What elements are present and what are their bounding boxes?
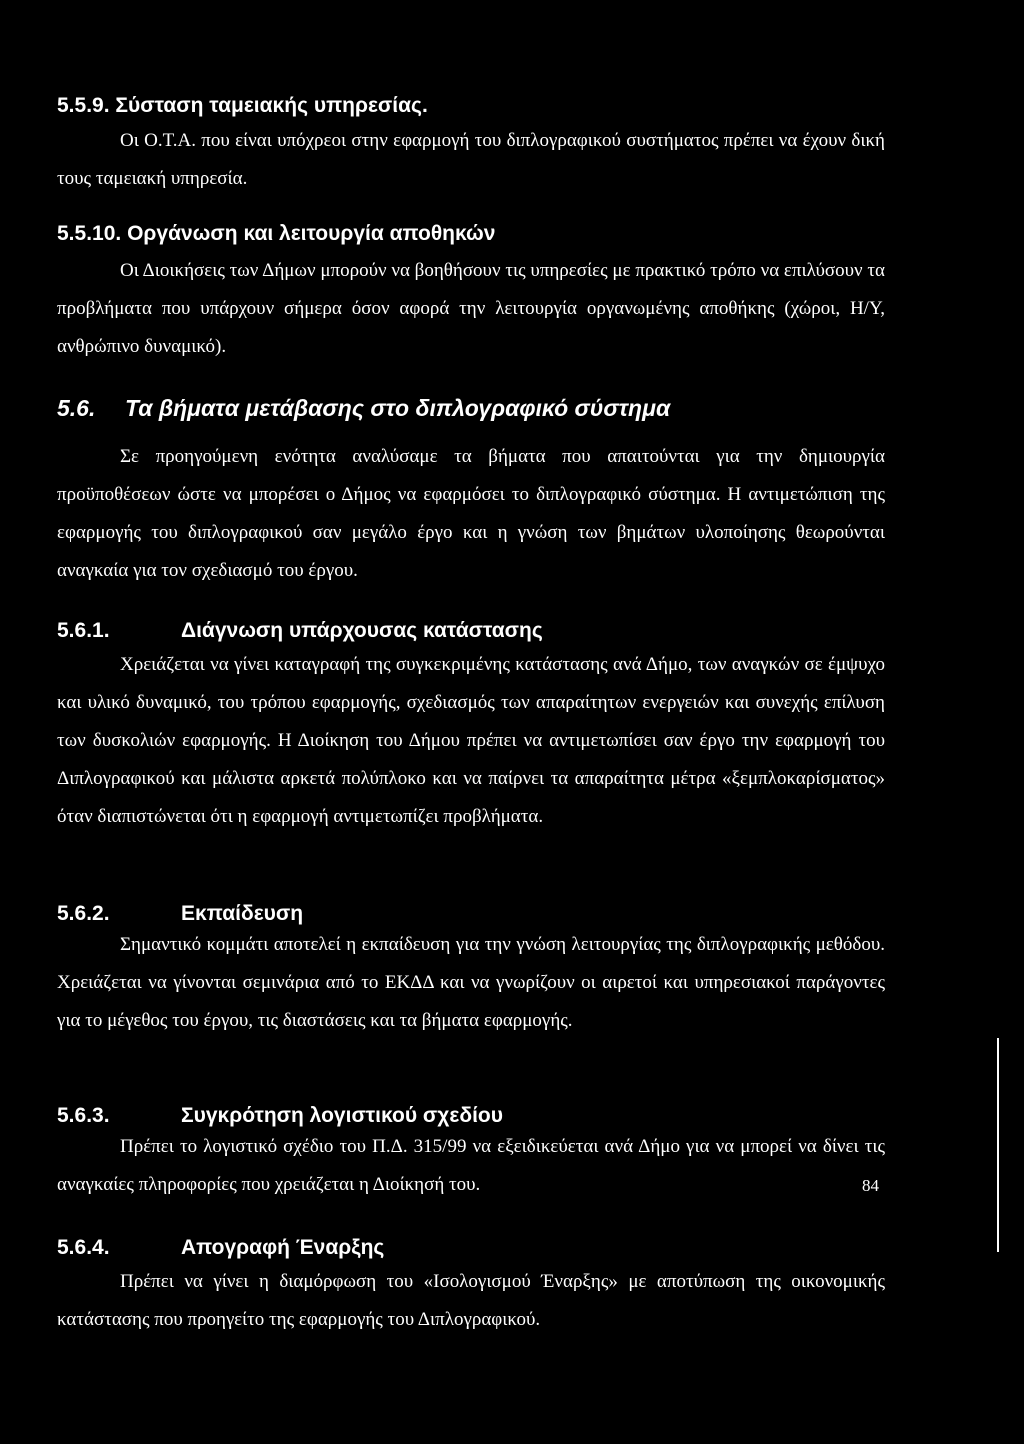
heading-5-6-1-title: Διάγνωση υπάρχουσας κατάστασης <box>181 619 543 642</box>
heading-5-6-2 <box>57 902 303 926</box>
heading-5-6-3 <box>57 1104 503 1128</box>
paragraph-5-6-1-text: Χρειάζεται να γίνει καταγραφή της συγκεκριμένης κατάστασης ανά Δήμο, των αναγκών σε έμψυχο και υλικό δυναμικό, του τρόπου εφαρμογής, σχεδιασμός των απαραίτητων ενεργειών και συνεχής επίλυση των δυσκολιών εφαρμογής. Η Διοίκηση του Δήμου πρέπει να αντιμετωπίσει σαν έργο την εφαρμογή του Διπλογραφικού και μάλιστα αρκετά πολύπλοκο και να παίρνει τα απαραίτητα μέτρα «ξεμπλοκαρίσματος» όταν διαπιστώνεται ότι η εφαρμογή αντιμετωπίζει προβλήματα. <box>57 654 885 827</box>
heading-5-6-title: Τα βήματα μετάβασης στο διπλογραφικό σύστημα <box>125 395 671 421</box>
heading-5-6-4-title: Απογραφή Έναρξης <box>181 1236 385 1259</box>
heading-5-6-4-number: 5.6.4. <box>57 1236 110 1259</box>
heading-5-6-1-number: 5.6.1. <box>57 619 110 642</box>
edge-line <box>997 1038 999 1252</box>
heading-5-6-number: 5.6. <box>57 395 96 421</box>
paragraph-5-6-2 <box>57 926 885 1040</box>
heading-5-5-10 <box>57 222 495 246</box>
paragraph-5-5-10 <box>57 252 885 366</box>
heading-5-5-9: 5.5.9. Σύσταση ταμειακής υπηρεσίας. <box>57 94 428 117</box>
heading-5-5-10-title: Οργάνωση και λειτουργία αποθηκών <box>127 222 496 245</box>
paragraph-5-6-1 <box>57 646 885 836</box>
heading-5-6-4 <box>57 1236 384 1260</box>
paragraph-5-6-3 <box>57 1128 885 1204</box>
paragraph-5-6-4-text: Πρέπει να γίνει η διαμόρφωση του «Ισολογισμού Έναρξης» με αποτύπωση της οικονομικής κατάστασης που προηγείτο της εφαρμογής του Διπλογραφικού. <box>57 1271 885 1330</box>
paragraph-5-6-text: Σε προηγούμενη ενότητα αναλύσαμε τα βήματα που απαιτούνται για την δημιουργία προϋποθέσεων ώστε να μπορέσει ο Δήμος να εφαρμόσει το διπλογραφικό σύστημα. Η αντιμετώπιση της εφαρμογής του διπλογραφικού σαν μεγάλο έργο και η γνώση των βημάτων υλοποίησης θεωρούνται αναγκαία για τον σχεδιασμό του έργου. <box>57 446 885 581</box>
paragraph-5-6-2-text: Σημαντικό κομμάτι αποτελεί η εκπαίδευση για την γνώση λειτουργίας της διπλογραφικής μεθόδου. Χρειάζεται να γίνονται σεμινάρια από το ΕΚΔΔ και να γνωρίζουν οι αιρετοί και υπηρεσιακοί παράγοντες για το μέγεθος του έργου, τις διαστάσεις και τα βήματα εφαρμογής. <box>57 934 885 1031</box>
paragraph-5-6-4 <box>57 1263 885 1339</box>
paragraph-5-6 <box>57 438 885 590</box>
heading-5-6-3-number: 5.6.3. <box>57 1104 110 1127</box>
heading-5-6-3-title: Συγκρότηση λογιστικού σχεδίου <box>181 1104 503 1127</box>
paragraph-5-5-10-text: Οι Διοικήσεις των Δήμων μπορούν να βοηθήσουν τις υπηρεσίες με πρακτικό τρόπο να επιλύσουν τα προβλήματα που υπάρχουν σήμερα όσον αφορά την λειτουργία οργανωμένης αποθήκης (χώροι, Η/Υ, ανθρώπινο δυναμικό). <box>57 260 885 357</box>
paragraph-5-5-9 <box>57 122 885 198</box>
heading-5-6 <box>57 395 670 422</box>
heading-5-6-2-number: 5.6.2. <box>57 902 110 925</box>
page-number: 84 <box>862 1176 879 1195</box>
heading-5-6-2-title: Εκπαίδευση <box>181 902 304 925</box>
heading-5-5-10-number: 5.5.10. <box>57 222 122 245</box>
heading-5-6-1 <box>57 619 543 643</box>
paragraph-5-5-9-text: Οι Ο.Τ.Α. που είναι υπόχρεοι στην εφαρμογή του διπλογραφικού συστήματος πρέπει να έχουν δική τους ταμειακή υπηρεσία. <box>57 130 885 189</box>
paragraph-5-6-3-text: Πρέπει το λογιστικό σχέδιο του Π.Δ. 315/99 να εξειδικεύεται ανά Δήμο για να μπορεί να δίνει τις αναγκαίες πληροφορίες που χρειάζεται η Διοίκησή του. <box>57 1136 885 1195</box>
